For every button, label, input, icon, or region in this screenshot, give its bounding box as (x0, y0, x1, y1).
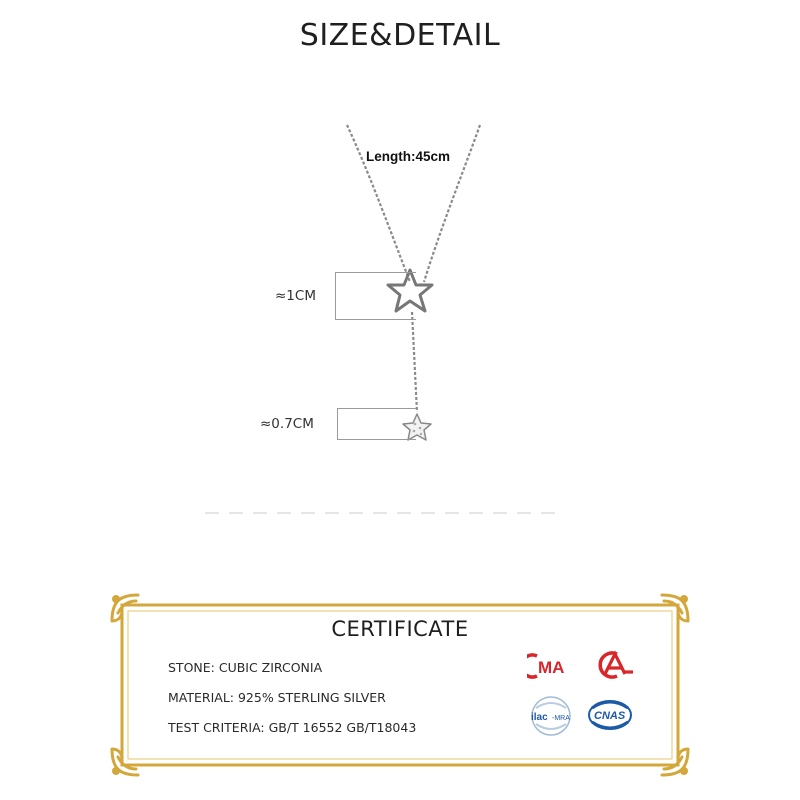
test-criteria-spec: TEST CRITERIA: GB/T 16552 GB/T18043 (168, 720, 417, 735)
svg-text:ilac: ilac (531, 712, 548, 723)
page-title: SIZE&DETAIL (299, 18, 501, 53)
cal-logo-icon (591, 648, 637, 680)
stone-spec: STONE: CUBIC ZIRCONIA (168, 660, 323, 675)
cma-logo-icon (527, 652, 577, 680)
dimension-large-label: ≈1CM (275, 288, 316, 304)
certificate-title: CERTIFICATE (331, 617, 469, 641)
ilac-mra-logo-icon (527, 694, 575, 738)
length-label: Length:45cm (366, 149, 451, 164)
material-spec: MATERIAL: 925% STERLING SILVER (168, 690, 386, 705)
dimension-small-label: ≈0.7CM (260, 416, 314, 432)
svg-text:-MRA: -MRA (552, 715, 570, 722)
svg-text:CNAS: CNAS (594, 710, 626, 722)
cnas-logo-icon (586, 698, 634, 732)
dimension-bracket-small (337, 408, 416, 440)
svg-text:MA: MA (538, 658, 565, 677)
dimension-bracket-large (335, 272, 416, 320)
